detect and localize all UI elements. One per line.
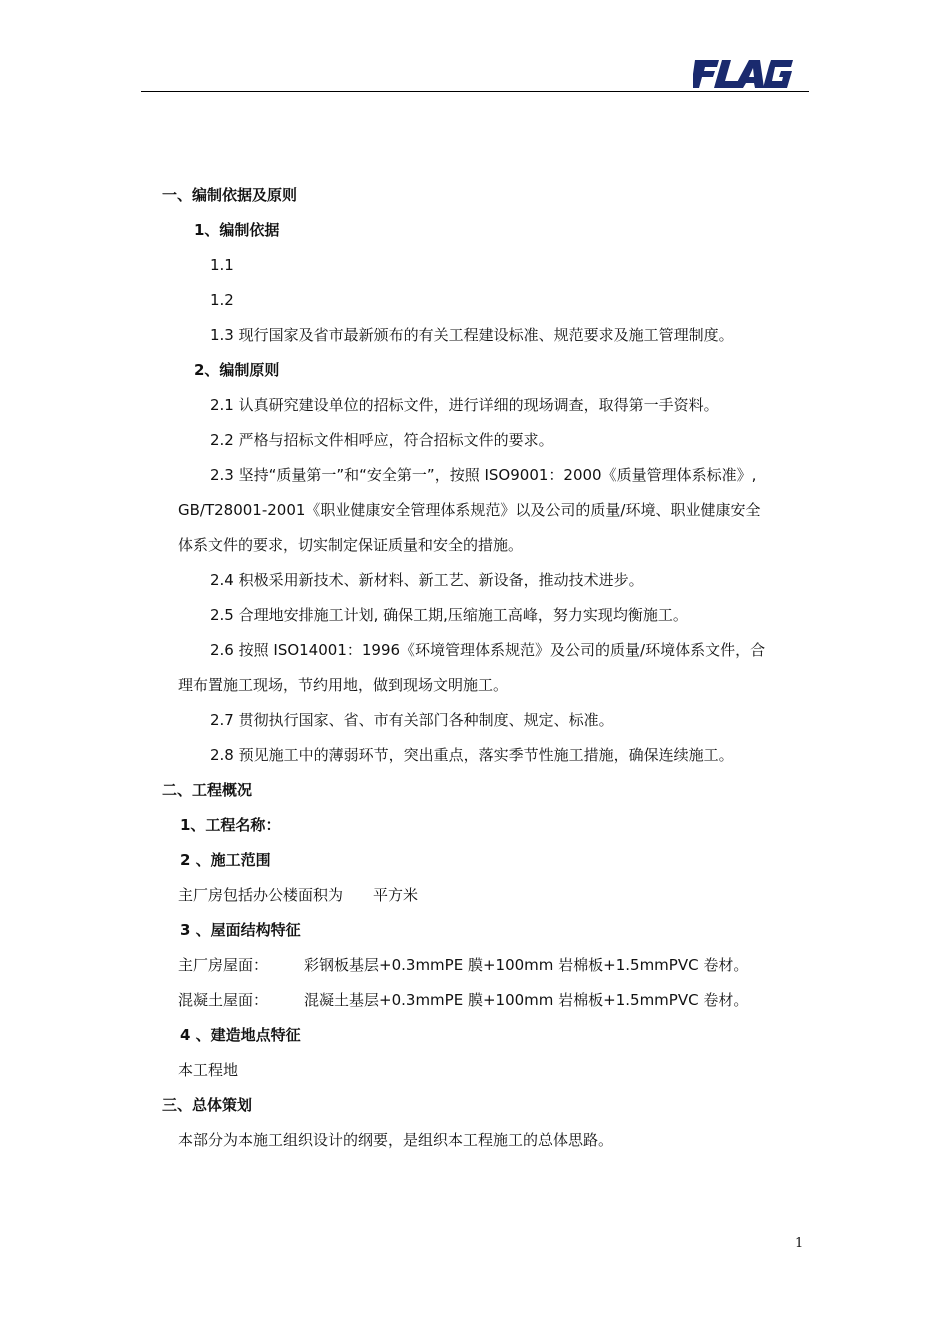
roof-spec-1 xyxy=(162,948,810,983)
header-rule xyxy=(141,91,809,92)
item-2-2: 2.2 严格与招标文件相呼应，符合招标文件的要求。 xyxy=(210,431,554,449)
construction-scope-text xyxy=(162,878,810,913)
item-2-3-line-2: GB/T28001-2001《职业健康安全管理体系规范》以及公司的质量/环境、职业健康安全 xyxy=(178,501,761,519)
item-1-3: 1.3 现行国家及省市最新颁布的有关工程建设标准、规范要求及施工管理制度。 xyxy=(210,326,734,344)
item-2-7: 2.7 贯彻执行国家、省、市有关部门各种制度、规定、标准。 xyxy=(210,711,614,729)
section-1-2-heading: 2、编制原则 xyxy=(194,361,280,379)
section-2-3-heading: 3 、屋面结构特征 xyxy=(180,921,301,939)
roof-2-label: 混凝土屋面： xyxy=(178,991,269,1009)
scope-text-b: 平方米 xyxy=(373,886,419,904)
section-3-heading: 三、总体策划 xyxy=(162,1096,253,1114)
item-2-1: 2.1 认真研究建设单位的招标文件，进行详细的现场调查，取得第一手资料。 xyxy=(210,396,719,414)
scope-text-a: 主厂房包括办公楼面积为 xyxy=(178,886,344,904)
page-number: 1 xyxy=(795,1236,804,1251)
item-2-5: 2.5 合理地安排施工计划, 确保工期,压缩施工高峰，努力实现均衡施工。 xyxy=(210,606,688,624)
item-1-1: 1.1 xyxy=(210,256,234,274)
item-1-2: 1.2 xyxy=(210,291,234,309)
item-2-6-line-2: 理布置施工现场，节约用地，做到现场文明施工。 xyxy=(178,676,509,694)
roof-spec-2 xyxy=(162,983,810,1018)
item-2-4: 2.4 积极采用新技术、新材料、新工艺、新设备，推动技术进步。 xyxy=(210,571,644,589)
section-1-1-heading: 1、编制依据 xyxy=(194,221,280,239)
section-2-1-heading: 1、工程名称： xyxy=(180,816,281,834)
roof-2-text: 混凝土基层+0.3mmPE 膜+100mm 岩棉板+1.5mmPVC 卷材。 xyxy=(304,991,749,1009)
section-3-text: 本部分为本施工组织设计的纲要，是组织本工程施工的总体思路。 xyxy=(178,1131,614,1149)
site-text: 本工程地 xyxy=(178,1061,239,1079)
item-2-8: 2.8 预见施工中的薄弱环节，突出重点，落实季节性施工措施，确保连续施工。 xyxy=(210,746,734,764)
document-body xyxy=(162,178,810,1158)
item-2-3-line-1: 2.3 坚持“质量第一”和“安全第一”，按照 ISO9001：2000《质量管理体系标准》, xyxy=(210,466,757,484)
item-2-3-line-3: 体系文件的要求，切实制定保证质量和安全的措施。 xyxy=(178,536,524,554)
section-2-4-heading: 4 、建造地点特征 xyxy=(180,1026,301,1044)
roof-1-label: 主厂房屋面： xyxy=(178,956,269,974)
section-2-heading: 二、工程概况 xyxy=(162,781,253,799)
flag-logo xyxy=(693,58,795,90)
section-1-heading: 一、编制依据及原则 xyxy=(162,186,298,204)
roof-1-text: 彩钢板基层+0.3mmPE 膜+100mm 岩棉板+1.5mmPVC 卷材。 xyxy=(304,956,749,974)
section-2-2-heading: 2 、施工范围 xyxy=(180,851,271,869)
item-2-6-line-1: 2.6 按照 ISO14001：1996《环境管理体系规范》及公司的质量/环境体系文件，合 xyxy=(210,641,766,659)
